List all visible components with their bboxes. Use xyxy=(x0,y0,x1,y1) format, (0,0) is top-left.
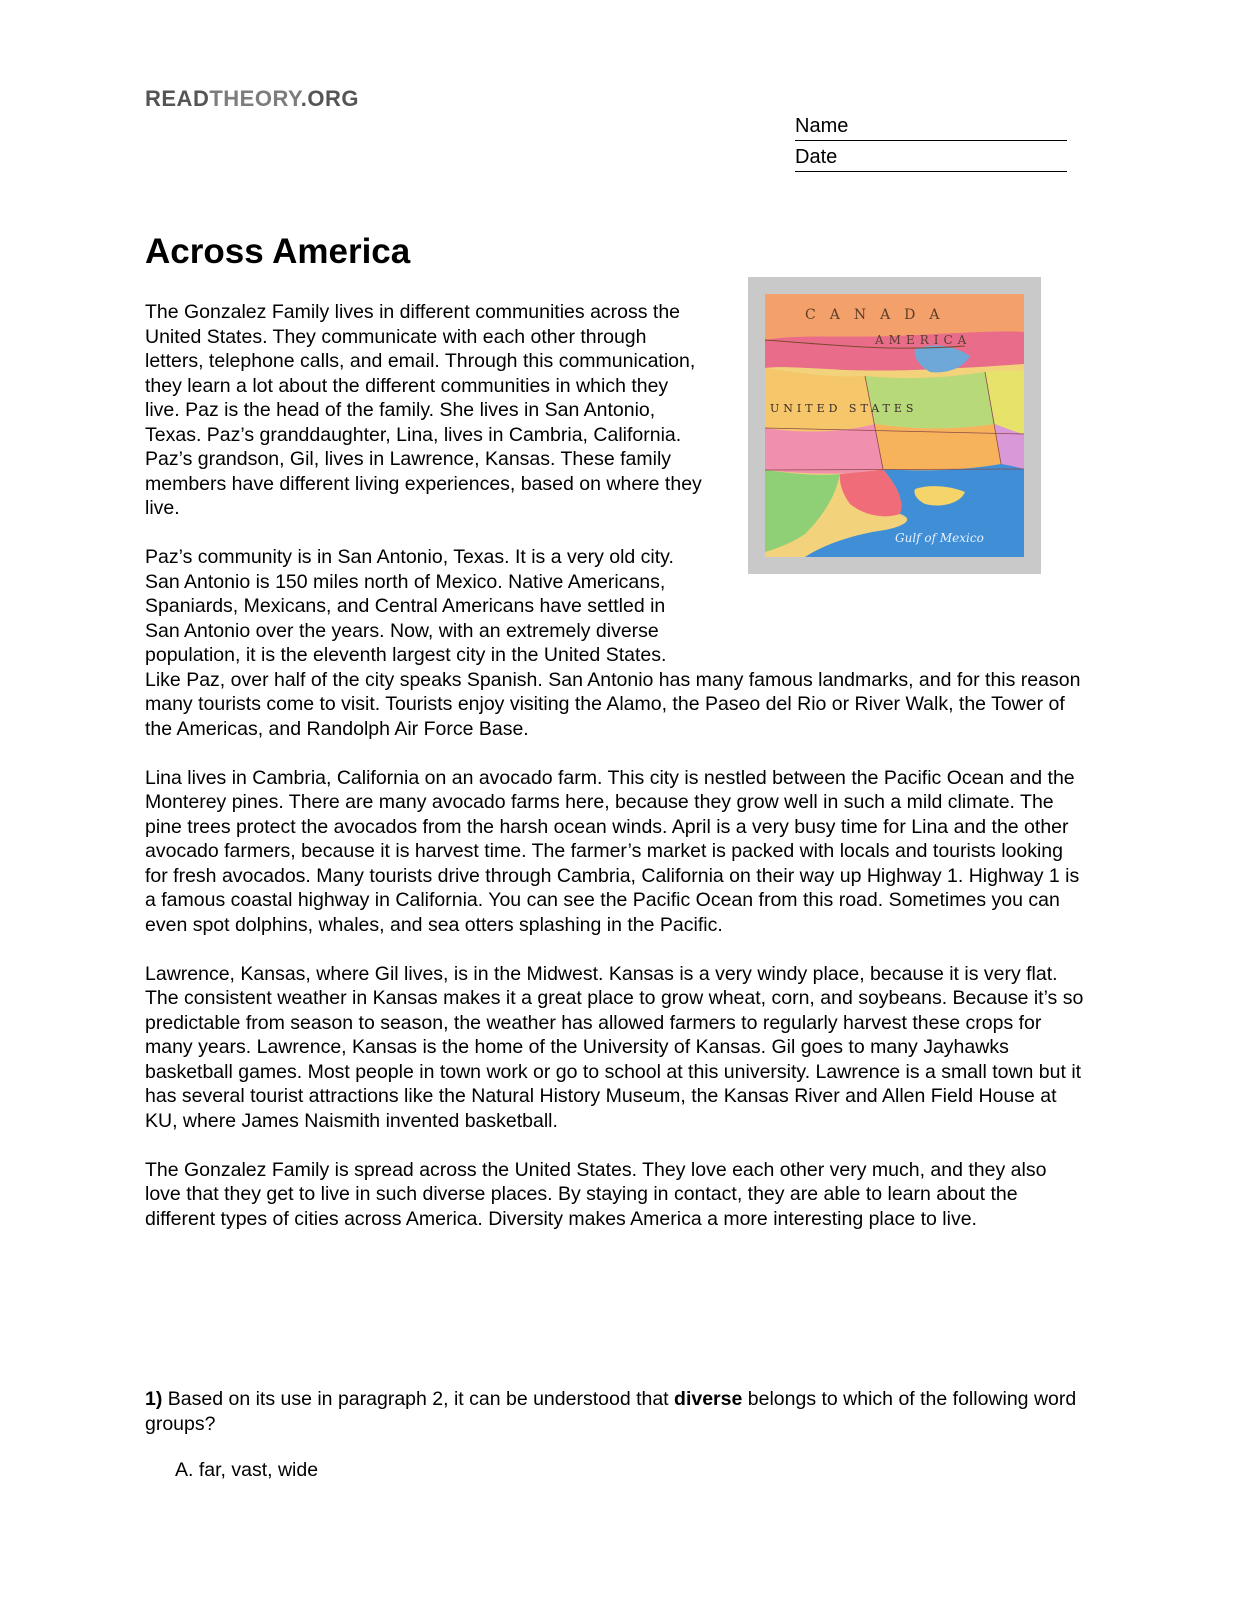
article-title: Across America xyxy=(145,232,411,271)
name-label: Name xyxy=(795,115,849,137)
map-label-canada: CANADA xyxy=(805,307,954,323)
question-keyword: diverse xyxy=(674,1388,743,1410)
question-1 xyxy=(145,1387,1085,1483)
question-text-before: Based on its use in paragraph 2, it can be understood that xyxy=(162,1388,675,1410)
name-field[interactable] xyxy=(795,112,1067,141)
paragraph-1: The Gonzalez Family lives in different communities across the United States. They communicate with each other through letters, telephone calls, and email. Through this communication, they learn a lot about the different communities in which they live. Paz is the head of the family. She lives in San Antonio, Texas. Paz’s granddaughter, Lina, lives in Cambria, California. Paz’s grandson, Gil, lives in Lawrence, Kansas. These family members have different living experiences, based on where they live. xyxy=(145,301,702,519)
paragraph-4: Lawrence, Kansas, where Gil lives, is in the Midwest. Kansas is a very windy place, because it is very flat. The consistent weather in Kansas makes it a great place to grow wheat, corn, and soybeans. Because it’s so predictable from season to season, the weather has allowed farmers to regularly harvest these crops for many years. Lawrence, Kansas is the home of the University of Kansas. Gil goes to many Jayhawks basketball games. Most people in town work or go to school at this university. Lawrence is a small town but it has several tourist attractions like the Natural History Museum, the Kansas River and Allen Field House at KU, where James Naismith invented basketball. xyxy=(145,962,1084,1132)
map-label-united-states: UNITED STATES xyxy=(770,402,918,415)
map-label-america: AMERICA xyxy=(875,333,972,347)
article-body xyxy=(145,300,1085,1256)
brand-read: READ xyxy=(145,86,210,111)
question-number: 1) xyxy=(145,1388,163,1410)
brand-theory: THEORY xyxy=(209,86,301,111)
date-field[interactable] xyxy=(795,143,1067,172)
question-text xyxy=(145,1387,1085,1436)
student-info-fields xyxy=(795,112,1067,174)
brand-logo xyxy=(145,86,359,112)
question-text-after: belongs to which of the following word groups? xyxy=(145,1388,1077,1435)
paragraph-2: Paz’s community is in San Antonio, Texas. It is a very old city. San Antonio is 150 miles north of Mexico. Native Americans, Spaniards, Mexicans, and Central Americans have settled in San Antonio over the years. Now, with an extremely diverse population, it is the eleventh largest city in the United States. Like Paz, over half of the city speaks Spanish. San Antonio has many famous landmarks, and for this reason many tourists come to visit. Tourists enjoy visiting the Alamo, the Paseo del Rio or River Walk, the Tower of the Americas, and Randolph Air Force Base. xyxy=(145,546,1081,740)
answer-choice-a[interactable]: A. far, vast, wide xyxy=(175,1459,319,1481)
image-wrap-space xyxy=(705,300,1085,647)
map-label-gulf: Gulf of Mexico xyxy=(895,531,984,545)
date-label: Date xyxy=(795,146,838,168)
paragraph-5: The Gonzalez Family is spread across the United States. They love each other very much, and they also love that they get to live in such diverse places. By staying in contact, they are able to learn about the different types of cities across America. Diversity makes America a more interesting place to live. xyxy=(145,1158,1047,1230)
brand-org: .ORG xyxy=(300,86,359,111)
paragraph-3: Lina lives in Cambria, California on an avocado farm. This city is nestled between the Pacific Ocean and the Monterey pines. There are many avocado farms here, because they grow well in such a mild climate. The pine trees protect the avocados from the harsh ocean winds. April is a very busy time for Lina and the other avocado farmers, because it is harvest time. The farmer’s market is packed with locals and tourists looking for fresh avocados. Many tourists drive through Cambria, California on their way up Highway 1. Highway 1 is a famous coastal highway in California. You can see the Pacific Ocean from this road. Sometimes you can even spot dolphins, whales, and sea otters splashing in the Pacific. xyxy=(145,766,1080,936)
